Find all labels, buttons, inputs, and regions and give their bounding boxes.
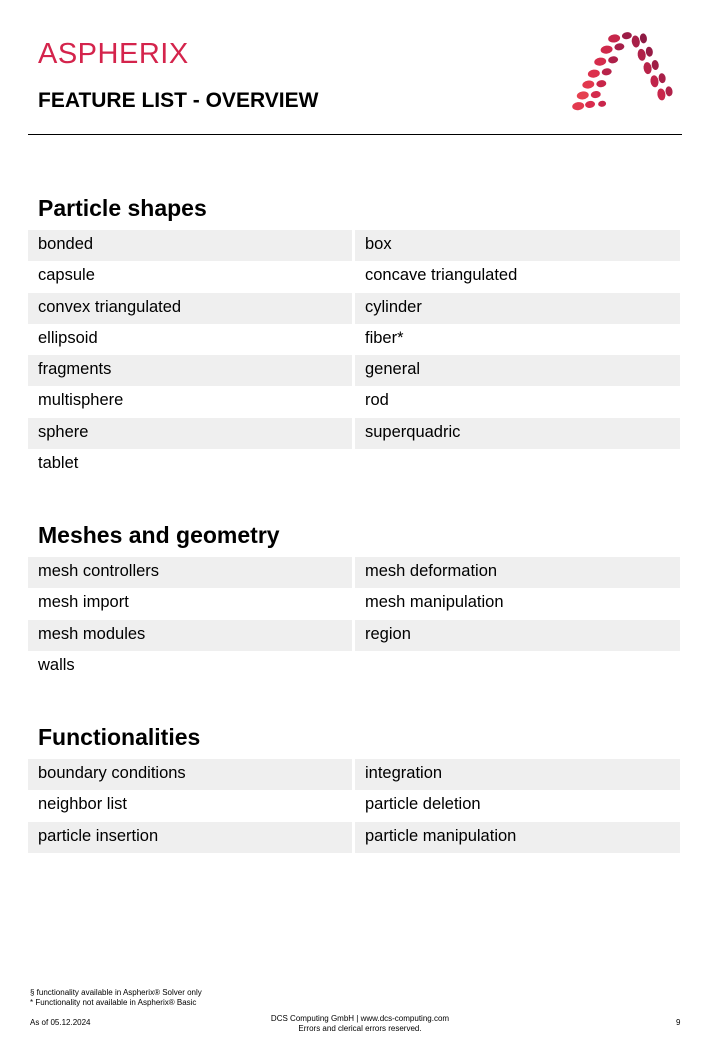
table-cell: particle deletion	[365, 795, 481, 814]
table-row	[28, 759, 680, 790]
table-row	[28, 620, 680, 651]
table-cell: bonded	[28, 230, 352, 261]
table-cell: mesh import	[38, 593, 129, 612]
aspherix-particle-logo-icon	[560, 28, 680, 118]
table-cell: mesh modules	[28, 620, 352, 651]
section-title: Functionalities	[38, 724, 201, 750]
table-cell: capsule	[38, 266, 95, 285]
brand-name: ASPHERIX	[38, 38, 189, 70]
table-row	[28, 449, 680, 480]
table-cell: neighbor list	[38, 795, 127, 814]
table-row	[28, 790, 680, 821]
table-cell: particle insertion	[28, 822, 352, 853]
table-cell: walls	[38, 655, 75, 674]
table-cell: cylinder	[355, 293, 680, 324]
section-functionalities	[28, 724, 680, 853]
table-cell: rod	[365, 391, 389, 410]
section-title: Particle shapes	[38, 195, 207, 221]
table-row	[28, 293, 680, 324]
footnote-solver-only: § functionality available in Aspherix® Solver only	[30, 988, 202, 997]
table-cell	[355, 449, 680, 480]
footer-company	[0, 1014, 720, 1033]
table-cell: ellipsoid	[38, 328, 98, 347]
table-cell	[355, 651, 680, 682]
table-cell: mesh manipulation	[365, 593, 504, 612]
table-cell: fiber*	[365, 328, 404, 347]
table-cell: superquadric	[355, 418, 680, 449]
footer-disclaimer: Errors and clerical errors reserved.	[298, 1023, 422, 1033]
table-cell: mesh controllers	[28, 557, 352, 588]
table-cell: convex triangulated	[28, 293, 352, 324]
table-row	[28, 355, 680, 386]
table-row	[28, 324, 680, 355]
table-row	[28, 386, 680, 417]
table-cell: general	[355, 355, 680, 386]
table-cell: fragments	[28, 355, 352, 386]
table-cell: integration	[355, 759, 680, 790]
section-title: Meshes and geometry	[38, 522, 280, 548]
section-particle-shapes	[28, 195, 680, 480]
header-divider	[28, 134, 682, 135]
table-cell: multisphere	[38, 391, 124, 410]
table-row	[28, 230, 680, 261]
table-cell: concave triangulated	[365, 266, 518, 285]
table-cell: box	[355, 230, 680, 261]
section-meshes-geometry	[28, 522, 680, 682]
footnote-not-basic: * Functionality not available in Aspherix® Basic	[30, 997, 197, 1007]
table-row	[28, 651, 680, 682]
footer-company-line: DCS Computing GmbH | www.dcs-computing.com	[270, 1014, 450, 1023]
table-row	[28, 557, 680, 588]
table-row	[28, 418, 680, 449]
table-row	[28, 822, 680, 853]
page-number: 9	[676, 1018, 681, 1027]
footer-date: As of 05.12.2024	[30, 1018, 91, 1027]
table-cell: tablet	[38, 454, 79, 473]
table-cell: boundary conditions	[28, 759, 352, 790]
table-row	[28, 261, 680, 292]
table-row	[28, 588, 680, 619]
footnotes	[30, 988, 202, 1007]
table-cell: region	[355, 620, 680, 651]
table-cell: sphere	[28, 418, 352, 449]
page-title: FEATURE LIST - OVERVIEW	[38, 89, 319, 112]
table-cell: mesh deformation	[355, 557, 680, 588]
table-cell: particle manipulation	[355, 822, 680, 853]
